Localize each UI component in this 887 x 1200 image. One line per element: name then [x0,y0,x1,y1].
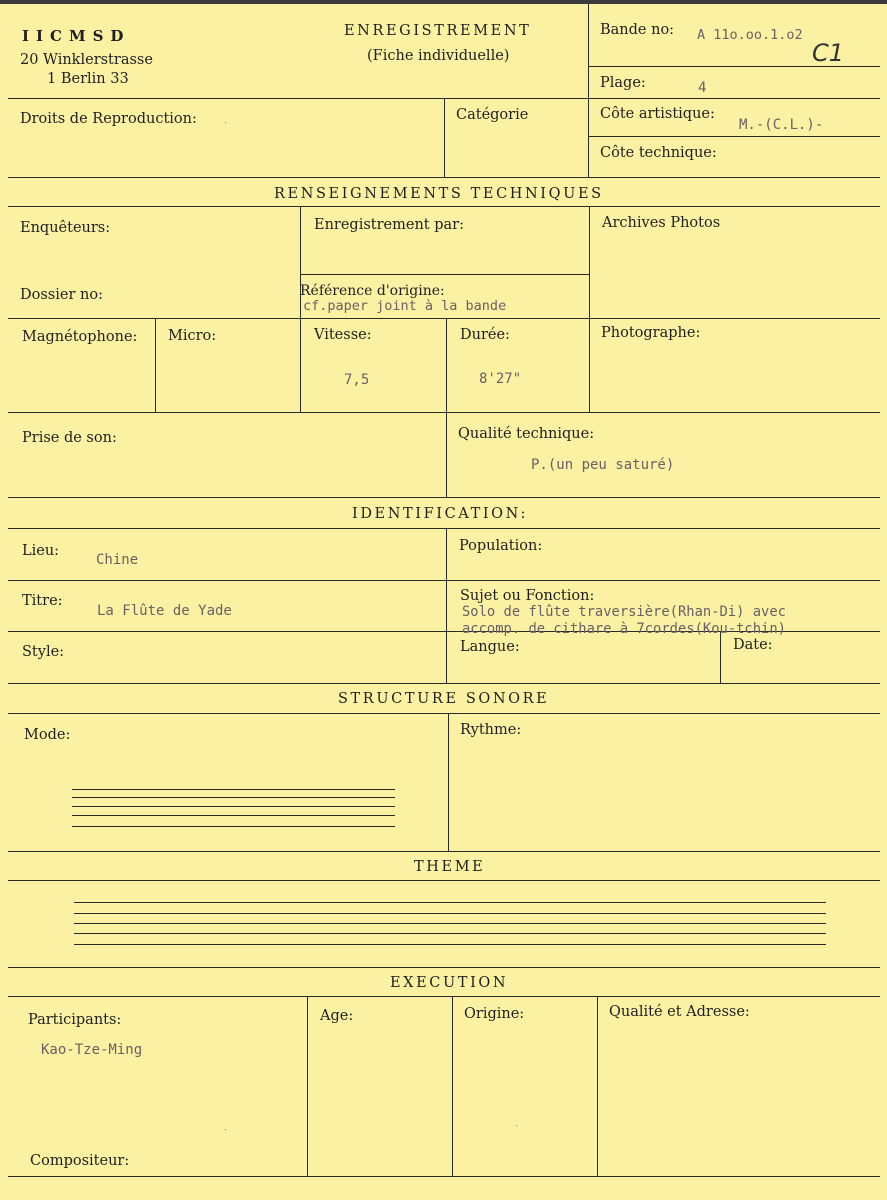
micro-label: Micro: [168,328,217,344]
categorie-label: Catégorie [456,107,529,123]
participants-value: Kao-Tze-Ming [41,1042,143,1058]
droits-label: Droits de Reproduction: [20,111,197,127]
plage-label: Plage: [600,75,646,91]
enqueteurs-label: Enquêteurs: [20,220,111,236]
lieu-label: Lieu: [22,543,60,559]
plage-value: 4 [698,80,707,96]
lieu-value: Chine [96,552,139,568]
scan-top-edge [0,0,887,4]
duree-label: Durée: [460,327,510,343]
duree-value: 8'27" [479,371,522,387]
population-label: Population: [459,538,543,554]
reference-value: cf.paper joint à la bande [303,298,507,314]
magnetophone-label: Magnétophone: [22,329,138,345]
address-line-1: 20 Winklerstrasse [20,52,153,68]
rythme-label: Rythme: [460,722,522,738]
qualite-adresse-label: Qualité et Adresse: [609,1004,750,1020]
dossier-label: Dossier no: [20,287,103,303]
cote-technique-label: Côte technique: [600,145,717,161]
cote-artistique-value: M.-(C.L.)- [739,117,824,133]
titre-value: La Flûte de Yade [97,603,232,619]
section-theme-header: THEME [414,859,486,875]
bande-label: Bande no: [600,22,675,38]
participants-label: Participants: [28,1012,122,1028]
prise-de-son-label: Prise de son: [22,430,117,446]
cote-artistique-label: Côte artistique: [600,106,715,122]
photographe-label: Photographe: [601,325,701,341]
section-technique-header: RENSEIGNEMENTS TECHNIQUES [274,186,604,202]
sujet-label: Sujet ou Fonction: [460,588,595,604]
date-label: Date: [733,637,773,653]
enregistrement-par-label: Enregistrement par: [314,217,464,233]
mode-label: Mode: [24,727,71,743]
qualite-technique-label: Qualité technique: [458,426,595,442]
section-execution-header: EXECUTION [390,975,509,991]
qualite-technique-value: P.(un peu saturé) [531,457,675,473]
titre-label: Titre: [22,593,63,609]
vitesse-label: Vitesse: [314,327,372,343]
form-title: ENREGISTREMENT [344,23,532,39]
speck: ˎ [515,1116,519,1127]
sujet-value-line-1: Solo de flûte traversière(Rhan-Di) avec [462,604,786,620]
age-label: Age: [320,1008,354,1024]
vitesse-value: 7,5 [344,372,370,388]
form-subtitle: (Fiche individuelle) [367,48,510,64]
archives-photos-label: Archives Photos [602,215,721,231]
bande-value: A 11o.oo.1.o2 [697,27,803,43]
address-line-2: 1 Berlin 33 [47,71,129,87]
origine-label: Origine: [464,1006,525,1022]
compositeur-label: Compositeur: [30,1153,130,1169]
langue-label: Langue: [460,639,520,655]
bande-handwritten-mark: C1 [812,39,845,67]
section-identification-header: IDENTIFICATION: [352,506,528,522]
speck: ˎ [224,1120,228,1131]
section-structure-header: STRUCTURE SONORE [338,691,550,707]
institution-logo: IICMSD [22,27,131,45]
sujet-value-line-2: accomp. de cithare à 7cordes(Kou-tchin) [462,621,786,637]
speck: ˎ [224,113,228,124]
reference-label: Référence d'origine: [300,283,445,299]
style-label: Style: [22,644,65,660]
